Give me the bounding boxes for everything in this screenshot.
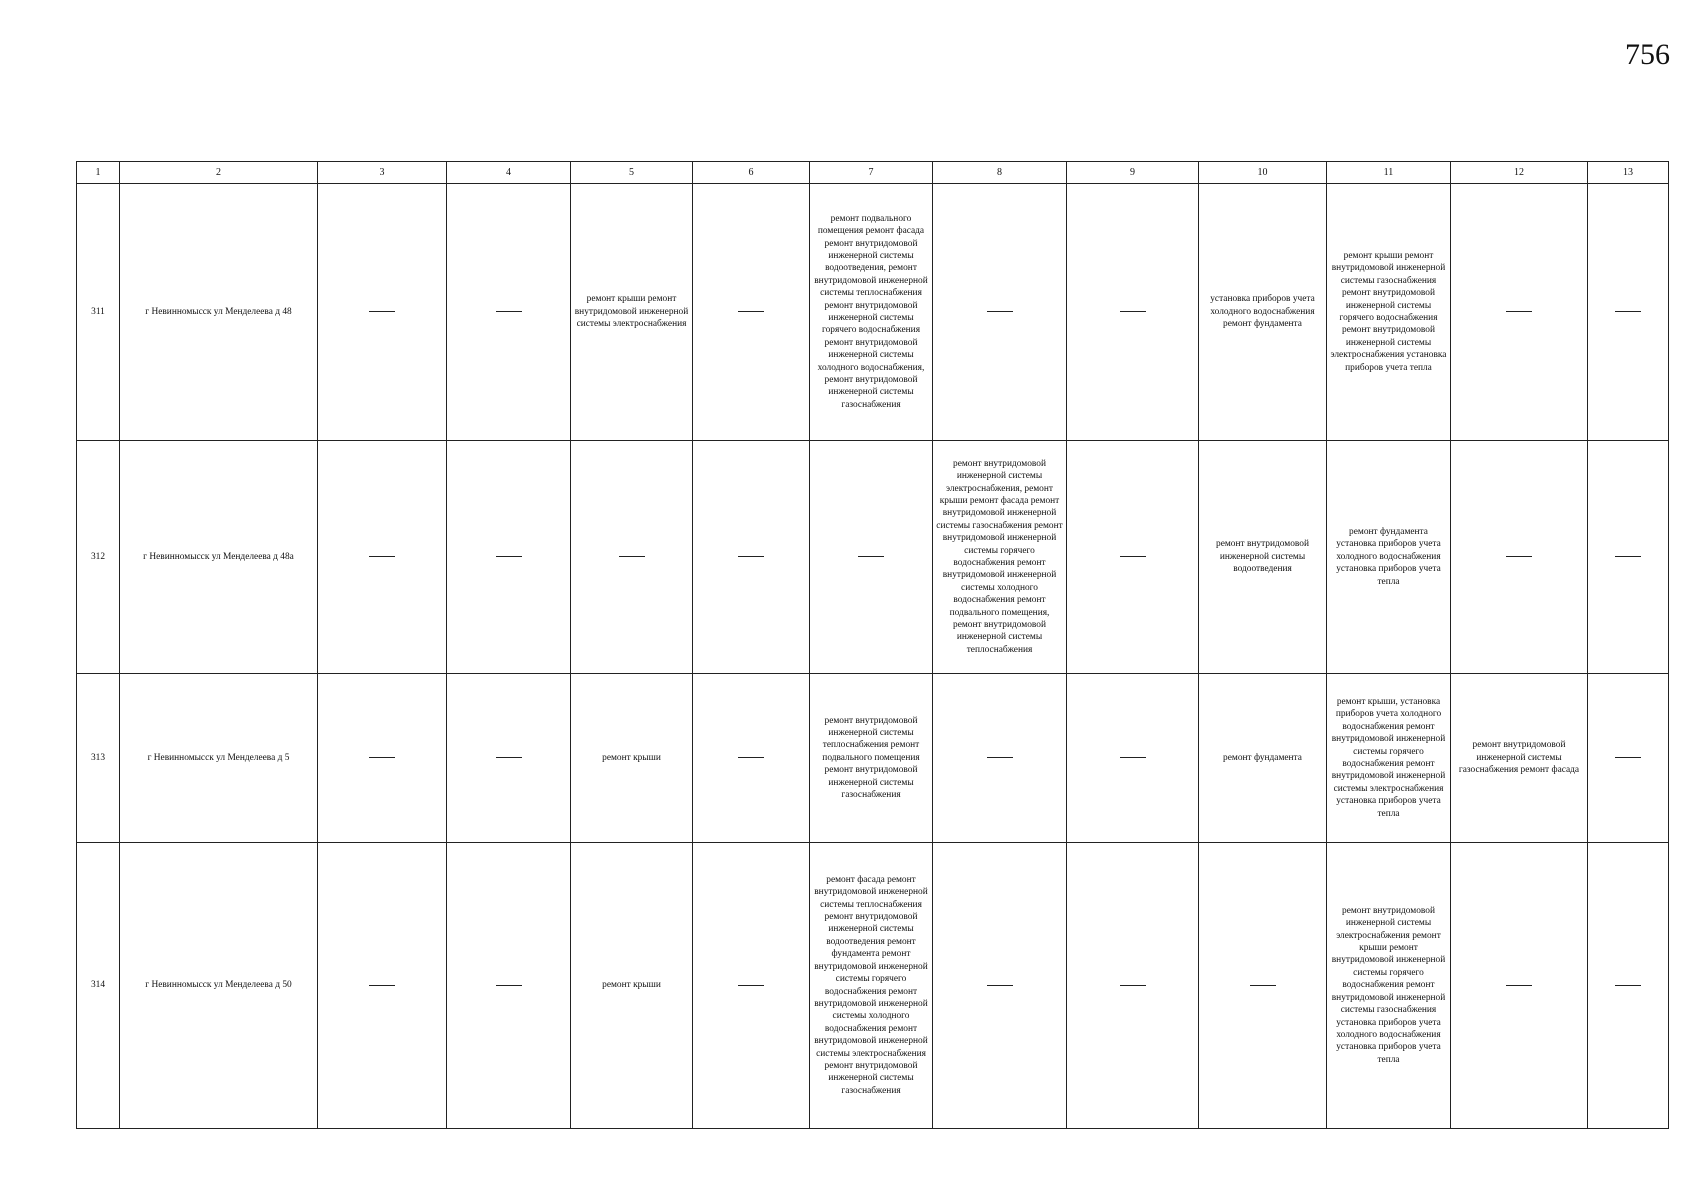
dash-mark <box>1506 556 1532 557</box>
empty-cell <box>1199 843 1327 1129</box>
dash-mark <box>496 985 522 986</box>
column-header: 12 <box>1451 162 1588 184</box>
address-cell: г Невинномысск ул Менделеева д 48 <box>120 184 318 441</box>
work-cell: ремонт подвального помещения ремонт фасада ремонт внутридомовой инженерной системы водоотведения, ремонт внутридомовой инженерной системы теплоснабжения ремонт внутридомовой инженерной системы горячего водоснабжения ремонт внутридомовой инженерной системы холодного водоснабжения, ремонт внутридомовой инженерной системы газоснабжения <box>810 184 933 441</box>
dash-mark <box>738 311 764 312</box>
work-cell: ремонт внутридомовой инженерной системы электроснабжения ремонт крыши ремонт внутридомовой инженерной системы горячего водоснабжения ремонт внутридомовой инженерной системы газоснабжения установка приборов учета холодного водоснабжения установка приборов учета тепла <box>1327 843 1451 1129</box>
work-cell: установка приборов учета холодного водоснабжения ремонт фундамента <box>1199 184 1327 441</box>
empty-cell <box>933 843 1067 1129</box>
column-header: 13 <box>1588 162 1669 184</box>
empty-cell <box>1067 184 1199 441</box>
address-cell: г Невинномысск ул Менделеева д 48а <box>120 441 318 674</box>
empty-cell <box>447 184 571 441</box>
empty-cell <box>1067 674 1199 843</box>
table-row <box>77 441 1669 674</box>
page-number: 756 <box>1625 38 1670 71</box>
empty-cell <box>571 441 693 674</box>
empty-cell <box>318 674 447 843</box>
dash-mark <box>1615 757 1641 758</box>
dash-mark <box>1250 985 1276 986</box>
empty-cell <box>810 441 933 674</box>
dash-mark <box>1120 556 1146 557</box>
empty-cell <box>693 674 810 843</box>
empty-cell <box>1451 843 1588 1129</box>
row-number: 312 <box>77 441 120 674</box>
dash-mark <box>987 311 1013 312</box>
column-header: 3 <box>318 162 447 184</box>
dash-mark <box>738 556 764 557</box>
dash-mark <box>987 757 1013 758</box>
dash-mark <box>619 556 645 557</box>
empty-cell <box>1451 441 1588 674</box>
row-number: 314 <box>77 843 120 1129</box>
column-header: 6 <box>693 162 810 184</box>
work-cell: ремонт внутридомовой инженерной системы водоотведения <box>1199 441 1327 674</box>
column-header: 9 <box>1067 162 1199 184</box>
column-header: 2 <box>120 162 318 184</box>
dash-mark <box>496 556 522 557</box>
address-cell: г Невинномысск ул Менделеева д 5 <box>120 674 318 843</box>
dash-mark <box>987 985 1013 986</box>
dash-mark <box>1120 311 1146 312</box>
column-header: 7 <box>810 162 933 184</box>
empty-cell <box>447 674 571 843</box>
dash-mark <box>1120 985 1146 986</box>
work-cell: ремонт крыши <box>571 674 693 843</box>
column-number-row <box>77 162 1669 184</box>
dash-mark <box>1506 985 1532 986</box>
empty-cell <box>1067 441 1199 674</box>
work-cell: ремонт внутридомовой инженерной системы электроснабжения, ремонт крыши ремонт фасада ремонт внутридомовой инженерной системы газоснабжения ремонт внутридомовой инженерной системы горячего водоснабжения ремонт внутридомовой инженерной системы холодного водоснабжения ремонт подвального помещения, ремонт внутридомовой инженерной системы теплоснабжения <box>933 441 1067 674</box>
empty-cell <box>1588 441 1669 674</box>
address-cell: г Невинномысск ул Менделеева д 50 <box>120 843 318 1129</box>
row-number: 313 <box>77 674 120 843</box>
dash-mark <box>369 311 395 312</box>
empty-cell <box>318 843 447 1129</box>
empty-cell <box>1588 184 1669 441</box>
dash-mark <box>1615 985 1641 986</box>
repair-schedule-table <box>76 161 1669 1129</box>
empty-cell <box>693 441 810 674</box>
table-row <box>77 843 1669 1129</box>
empty-cell <box>1588 674 1669 843</box>
dash-mark <box>1615 311 1641 312</box>
column-header: 10 <box>1199 162 1327 184</box>
dash-mark <box>369 985 395 986</box>
work-cell: ремонт крыши ремонт внутридомовой инженерной системы электроснабжения <box>571 184 693 441</box>
dash-mark <box>1615 556 1641 557</box>
column-header: 1 <box>77 162 120 184</box>
dash-mark <box>369 556 395 557</box>
column-header: 4 <box>447 162 571 184</box>
row-number: 311 <box>77 184 120 441</box>
dash-mark <box>858 556 884 557</box>
work-cell: ремонт фасада ремонт внутридомовой инженерной системы теплоснабжения ремонт внутридомовой инженерной системы водоотведения ремонт фундамента ремонт внутридомовой инженерной системы горячего водоснабжения ремонт внутридомовой инженерной системы холодного водоснабжения ремонт внутридомовой инженерной системы электроснабжения ремонт внутридомовой инженерной системы газоснабжения <box>810 843 933 1129</box>
dash-mark <box>369 757 395 758</box>
dash-mark <box>496 757 522 758</box>
empty-cell <box>693 184 810 441</box>
empty-cell <box>447 441 571 674</box>
empty-cell <box>318 441 447 674</box>
column-header: 8 <box>933 162 1067 184</box>
work-cell: ремонт крыши <box>571 843 693 1129</box>
dash-mark <box>1506 311 1532 312</box>
dash-mark <box>1120 757 1146 758</box>
work-cell: ремонт фундамента установка приборов учета холодного водоснабжения установка приборов учета тепла <box>1327 441 1451 674</box>
table-row <box>77 184 1669 441</box>
column-header: 5 <box>571 162 693 184</box>
dash-mark <box>738 757 764 758</box>
empty-cell <box>1451 184 1588 441</box>
work-cell: ремонт крыши, установка приборов учета холодного водоснабжения ремонт внутридомовой инженерной системы горячего водоснабжения ремонт внутридомовой инженерной системы электроснабжения установка приборов учета тепла <box>1327 674 1451 843</box>
work-cell: ремонт фундамента <box>1199 674 1327 843</box>
empty-cell <box>1588 843 1669 1129</box>
dash-mark <box>496 311 522 312</box>
empty-cell <box>933 184 1067 441</box>
empty-cell <box>1067 843 1199 1129</box>
table-row <box>77 674 1669 843</box>
work-cell: ремонт крыши ремонт внутридомовой инженерной системы газоснабжения ремонт внутридомовой инженерной системы горячего водоснабжения ремонт внутридомовой инженерной системы электроснабжения установка приборов учета тепла <box>1327 184 1451 441</box>
empty-cell <box>447 843 571 1129</box>
empty-cell <box>693 843 810 1129</box>
empty-cell <box>318 184 447 441</box>
work-cell: ремонт внутридомовой инженерной системы газоснабжения ремонт фасада <box>1451 674 1588 843</box>
dash-mark <box>738 985 764 986</box>
empty-cell <box>933 674 1067 843</box>
column-header: 11 <box>1327 162 1451 184</box>
work-cell: ремонт внутридомовой инженерной системы теплоснабжения ремонт подвального помещения ремонт внутридомовой инженерной системы газоснабжения <box>810 674 933 843</box>
